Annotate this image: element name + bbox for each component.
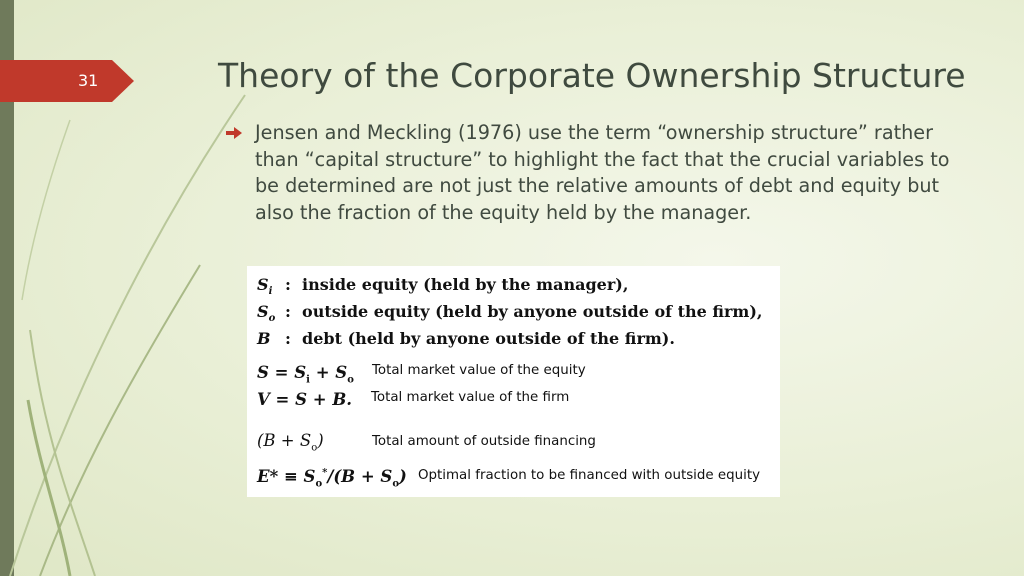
definition-debt: B : debt (held by anyone outside of the firm). (257, 329, 675, 348)
equation-outside-financing: $(B + S_o)$ (257, 431, 324, 454)
symbol-si: $S_i$ (257, 275, 273, 298)
slide-number-tab (0, 60, 134, 102)
definition-inside-equity: $S_i$ : inside equity (held by the manager), (257, 275, 629, 298)
definition-outside-equity: $S_o$ : outside equity (held by anyone outside of the firm), (257, 302, 763, 325)
formula-image (247, 266, 780, 497)
equation-firm-value: V = S + B. (257, 390, 353, 409)
arrow-bullet-icon (226, 127, 242, 139)
equation-optimal-fraction: $E* \equiv S_o^*/(B + S_o)$ (257, 467, 407, 490)
symbol-b: B (257, 329, 271, 348)
equation-caption: Total market value of the firm (371, 390, 570, 405)
definition-text: inside equity (held by the manager), (302, 275, 629, 294)
symbol-so: $S_o$ (257, 302, 276, 325)
equation-caption: Total amount of outside financing (372, 434, 596, 449)
definition-text: debt (held by anyone outside of the firm). (302, 329, 675, 348)
equation-caption: Optimal fraction to be financed with outside equity (418, 468, 761, 483)
equation-caption: Total market value of the equity (372, 363, 586, 378)
bullet-text: Jensen and Meckling (1976) use the term “ownership structure” rather than “capital structure” to highlight the fact that the crucial variables to be determined are not just the relative amounts of debt and equity but also the fraction of the equity held by the manager. (255, 121, 950, 224)
definition-text: outside equity (held by anyone outside of the firm), (302, 302, 763, 321)
slide-number: 31 (78, 71, 99, 90)
equation-equity-value: $S = S_i + S_o$ (257, 363, 354, 386)
slide-title: Theory of the Corporate Ownership Structure (218, 56, 966, 95)
